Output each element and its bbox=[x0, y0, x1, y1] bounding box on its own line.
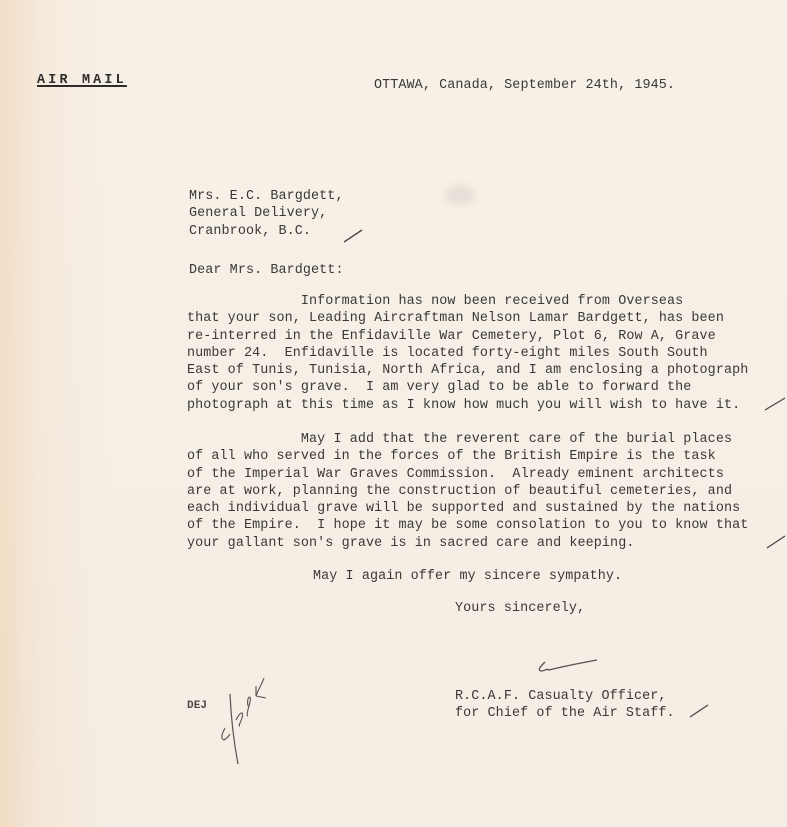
text-line: that your son, Leading Aircraftman Nelson Lamar Bardgett, has been bbox=[187, 311, 724, 327]
complimentary-close: Yours sincerely, bbox=[455, 601, 586, 616]
typist-initials: DEJ bbox=[187, 700, 208, 712]
handwritten-date-icon bbox=[200, 676, 270, 772]
signature-line: R.C.A.F. Casualty Officer, bbox=[455, 689, 667, 704]
address-line: Cranbrook, B.C. bbox=[189, 223, 312, 239]
ink-smudge bbox=[445, 185, 475, 205]
text-line: are at work, planning the construction of beautiful cemeteries, and bbox=[187, 483, 733, 499]
text-line: your gallant son's grave is in sacred care and keeping. bbox=[187, 535, 635, 551]
text-line: East of Tunis, Tunisia, North Africa, and I am enclosing a photograph bbox=[187, 363, 749, 379]
check-mark-icon bbox=[688, 703, 710, 719]
closing-line: May I again offer my sincere sympathy. bbox=[313, 569, 623, 584]
salutation: Dear Mrs. Bardgett: bbox=[189, 263, 344, 278]
signature-block bbox=[455, 688, 675, 723]
text-line: photograph at this time as I know how much you will wish to have it. bbox=[187, 397, 741, 413]
text-line: re-interred in the Enfidaville War Cemetery, Plot 6, Row A, Grave bbox=[187, 328, 716, 344]
dateline: OTTAWA, Canada, September 24th, 1945. bbox=[374, 78, 676, 93]
text-line: each individual grave will be supported and sustained by the nations bbox=[187, 501, 741, 517]
signature-line: for Chief of the Air Staff. bbox=[455, 706, 675, 722]
check-mark-icon bbox=[342, 228, 364, 244]
text-line: number 24. Enfidaville is located forty-eight miles South South bbox=[187, 345, 708, 361]
text-line: of the Empire. I hope it may be some consolation to you to know that bbox=[187, 518, 749, 534]
air-mail-header: AIR MAIL bbox=[37, 73, 127, 88]
signature-scrawl-icon bbox=[535, 658, 600, 674]
check-mark-icon bbox=[763, 396, 787, 412]
text-line: Information has now been received from Overseas bbox=[187, 294, 684, 309]
address-line: Mrs. E.C. Bargdett, bbox=[189, 189, 344, 204]
text-line: of your son's grave. I am very glad to be able to forward the bbox=[187, 380, 692, 396]
paragraph-2 bbox=[187, 431, 748, 552]
recipient-address bbox=[189, 188, 344, 240]
paragraph-1 bbox=[187, 293, 748, 414]
address-line: General Delivery, bbox=[189, 206, 328, 222]
text-line: May I add that the reverent care of the burial places bbox=[187, 432, 733, 447]
text-line: of all who served in the forces of the British Empire is the task bbox=[187, 449, 716, 465]
check-mark-icon bbox=[765, 534, 787, 550]
text-line: of the Imperial War Graves Commission. Already eminent architects bbox=[187, 466, 724, 482]
